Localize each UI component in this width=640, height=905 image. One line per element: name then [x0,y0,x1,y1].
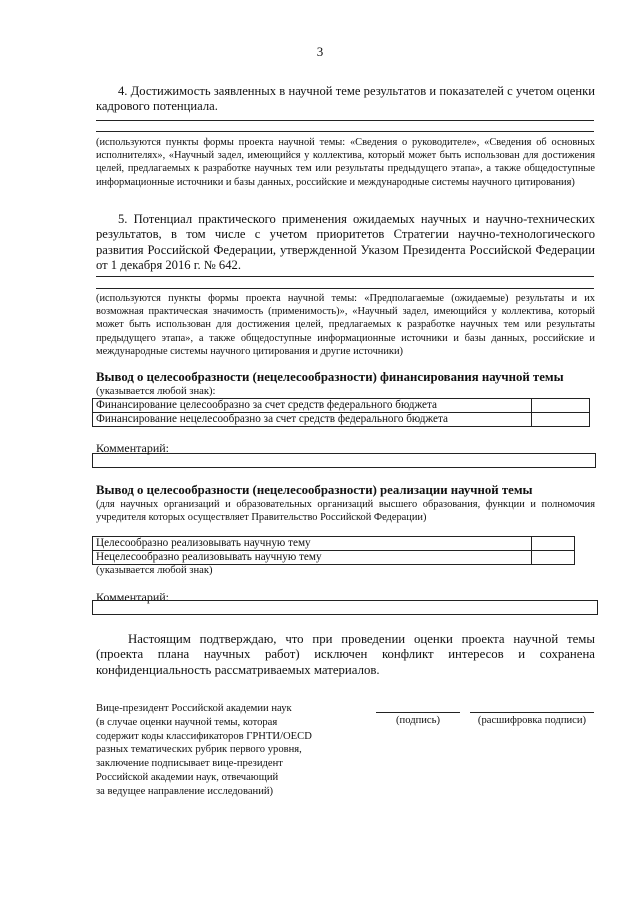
signature-label: (подпись) [396,715,440,726]
implementation-hint: (указывается любой знак) [96,565,213,576]
section-5-note: (используются пункты формы проекта научной темы: «Предполагаемые (ожидаемые) результаты и их возможная практическая значимость (применимость)», «Научный задел, имеющийся у коллектива, который может быть использован для достижения целей, предлагаемых к разработке научных тем или результаты предыдущего этапа», а также общедоступные информационные источники и базы данных, российские и международные системы научного цитирования и другие источники) [96,293,595,357]
signature-line [376,712,460,713]
funding-option-label: Финансирование целесообразно за счет средств федерального бюджета [93,399,532,413]
page-number: 3 [316,44,324,59]
funding-option-checkbox[interactable] [532,413,590,427]
implementation-option-label: Нецелесообразно реализовывать научную тему [93,551,532,565]
implementation-subheading: (для научных организаций и образовательных организаций высшего образования, функции и полномочия учредителя которых осуществляет Правительство Российской Федерации) [96,499,595,524]
implementation-comment-label: Комментарий: [96,590,170,604]
confirmation-text: Настоящим подтверждаю, что при проведении оценки проекта научной темы (проекта плана научных работ) исключен конфликт интересов и сохранена конфиденциальность рассматриваемых материалов. [96,632,595,677]
implementation-option-checkbox[interactable] [532,537,575,551]
signature-decode-label: (расшифровка подписи) [477,715,587,726]
signatory-line: содержит коды классификаторов ГРНТИ/OECD [96,730,312,742]
funding-comment-label: Комментарий: [96,441,170,455]
funding-options-table [92,398,590,427]
funding-option-label: Финансирование нецелесообразно за счет средств федерального бюджета [93,413,532,427]
funding-comment-field[interactable] [92,453,596,468]
table-row [93,537,575,551]
implementation-heading: Вывод о целесообразности (нецелесообразности) реализации научной темы [96,483,533,497]
answer-line [96,120,594,121]
funding-heading: Вывод о целесообразности (нецелесообразности) финансирования научной темы [96,370,564,384]
table-row [93,551,575,565]
answer-line [96,288,594,289]
signatory-line: Вице-президент Российской академии наук [96,703,292,714]
signatory-line: за ведущее направление исследований) [96,785,274,797]
funding-hint: (указывается любой знак): [96,386,216,397]
section-4-note: (используются пункты формы проекта научной темы: «Сведения о руководителе», «Сведения об основных исполнителях», «Научный задел, имеющийся у коллектива, который может быть использован для достижения целей, предлагаемых к разработке научных тем или результаты предыдущего этапа», а также общедоступные информационные источники и базы данных, российские и международные системы научного цитирования) [96,137,595,188]
answer-line [96,276,594,277]
funding-option-checkbox[interactable] [532,399,590,413]
signatory-block [96,702,361,799]
answer-line [96,131,594,132]
signatory-line: (в случае оценки научной темы, которая [96,716,278,728]
section-4-text: 4. Достижимость заявленных в научной теме результатов и показателей с учетом оценки кадрового потенциала. [96,84,595,114]
implementation-option-checkbox[interactable] [532,551,575,565]
signature-decode-line [470,712,594,713]
implementation-comment-field[interactable] [92,600,598,615]
table-row [93,413,590,427]
signatory-line: заключение подписывает вице-президент [96,758,283,770]
signatory-line: Российской академии наук, отвечающий [96,771,279,783]
table-row [93,399,590,413]
implementation-options-table [92,536,575,565]
signatory-line: разных тематических рубрик первого уровня, [96,744,302,756]
implementation-option-label: Целесообразно реализовывать научную тему [93,537,532,551]
section-5-text: 5. Потенциал практического применения ожидаемых научных и научно-технических результатов, в том числе с учетом приоритетов Стратегии научно-технологического развития Российской Федерации, утвержденной Указом Президента Российской Федерации от 1 декабря 2016 г. № 642. [96,212,595,273]
